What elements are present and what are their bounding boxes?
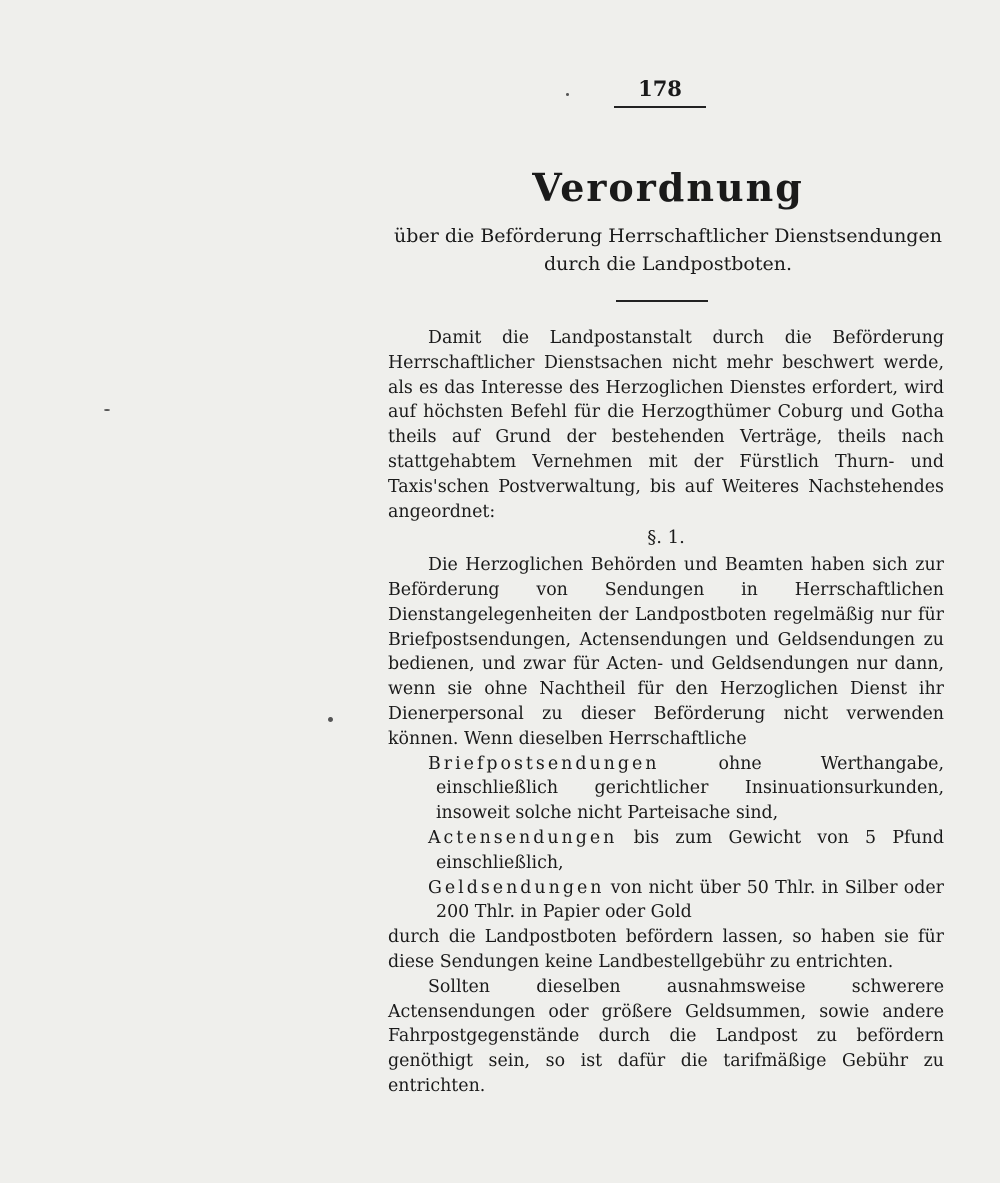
page-number: 178 [638, 76, 682, 101]
header-rule [614, 106, 706, 108]
list-item [388, 876, 944, 926]
item-text: ohne Werthangabe, einschließlich gerichtlicher Insinuationsurkunden, insoweit solche nicht Parteisache sind, [436, 753, 944, 824]
item-lead: Briefpostsendungen [428, 753, 660, 774]
title-divider [616, 300, 708, 302]
list-item [388, 752, 944, 826]
document-title: Verordnung [532, 165, 804, 210]
scan-speck [104, 409, 110, 411]
paragraph-1: Die Herzoglichen Behörden und Beamten haben sich zur Beförderung von Sendungen in Herrschaftlichen Dienstangelegenheiten der Landpostboten regelmäßig nur für Briefpostsendungen, Actensendungen und Geldsendungen zu bedienen, und zwar für Acten- und Geldsendungen nur dann, wenn sie ohne Nachtheil für den Herzoglichen Dienst ihr Dienerpersonal zu dieser Beförderung nicht verwenden können. Wenn dieselben Herrschaftliche [388, 555, 944, 749]
paragraph-3: Sollten dieselben ausnahmsweise schwerere Actensendungen oder größere Geldsummen, sowie andere Fahrpostgegenstände durch die Landpost zu befördern genöthigt sein, so ist dafür die tarifmäßige Gebühr zu entrichten. [388, 976, 944, 1096]
scan-speck [566, 93, 569, 96]
paragraph-2: durch die Landpostboten befördern lassen, so haben sie für diese Sendungen keine Landbestellgebühr zu entrichten. [388, 927, 944, 972]
item-text: von nicht über 50 Thlr. in Silber oder 200 Thlr. in Papier oder Gold [436, 877, 944, 923]
intro-paragraph: Damit die Landpostanstalt durch die Beförderung Herrschaftlicher Dienstsachen nicht mehr beschwert werde, als es das Interesse des Herzoglichen Dienstes erfordert, wird auf höchsten Befehl für die Herzogthümer Coburg und Gotha theils auf Grund der bestehenden Verträge, theils nach stattgehabtem Vernehmen mit der Fürstlich Thurn- und Taxis'schen Postverwaltung, bis auf Weiteres Nachstehendes angeordnet: [388, 328, 944, 522]
item-lead: Geldsendungen [428, 877, 605, 898]
document-body [388, 326, 944, 1099]
section-heading: §. 1. [647, 527, 685, 549]
scan-speck [328, 717, 333, 722]
item-text: bis zum Gewicht von 5 Pfund einschließlich, [436, 827, 944, 873]
list-item [388, 826, 944, 876]
item-lead: Actensendungen [428, 827, 618, 848]
document-subtitle: über die Beförderung Herrschaftlicher Dienstsendungen durch die Landpostboten. [394, 225, 942, 275]
